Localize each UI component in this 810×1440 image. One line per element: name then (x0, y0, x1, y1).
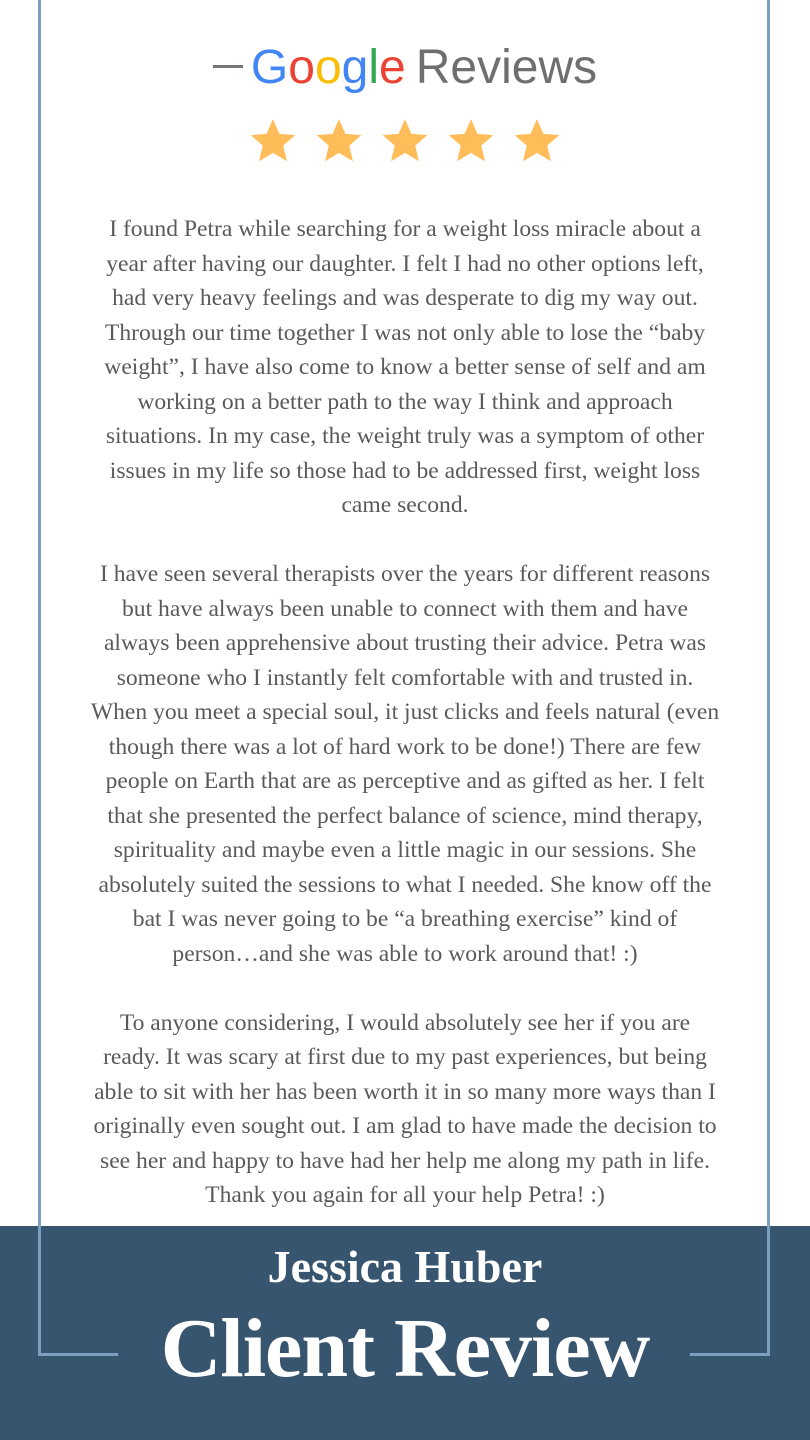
review-line: that she presented the perfect balance of science, mind therapy, (107, 802, 703, 829)
review-line: bat I was never going to be “a breathing exercise” kind of (132, 906, 678, 932)
review-text (0, 212, 810, 1247)
star-icon (313, 116, 365, 166)
review-line: had very heavy feelings and was desperate to dig my way out. (112, 285, 698, 311)
review-paragraph (0, 557, 810, 971)
review-line: originally even sought out. I am glad to have made the decision to (93, 1113, 717, 1139)
logo-letter: o (288, 41, 315, 94)
reviewer-name: Jessica Huber (267, 1241, 543, 1292)
star-icon (445, 116, 497, 166)
review-line: spirituality and maybe even a little magic in our sessions. She (113, 837, 697, 863)
review-line: people on Earth that are as perceptive and as gifted as her. I felt (105, 768, 705, 794)
review-line: ready. It was scary at first due to my past experiences, but being (103, 1044, 707, 1070)
review-line: came second. (341, 492, 469, 518)
dash-icon (213, 65, 243, 68)
star-icon (511, 116, 563, 166)
logo-letter: g (341, 41, 369, 94)
review-line: To anyone considering, I would absolutely see her if you are (119, 1009, 691, 1036)
review-line: year after having our daughter. I felt I had no other options left, (106, 250, 704, 277)
review-line: person…and she was able to work around that! :) (172, 940, 638, 967)
star-icon (379, 116, 431, 166)
review-line: though there was a lot of hard work to be done!) There are few (108, 733, 702, 760)
frame-border-right (767, 0, 770, 1356)
logo-letter: G (250, 41, 289, 94)
star-icon (247, 116, 299, 166)
review-line: Thank you again for all your help Petra! :) (205, 1182, 605, 1208)
review-line: see her and happy to have had her help me along my path in life. (100, 1147, 710, 1174)
logo-suffix: Reviews (415, 41, 598, 94)
review-line: working on a better path to the way I think and approach (137, 388, 673, 415)
review-line: but have always been unable to connect with them and have (121, 595, 689, 622)
review-line: able to sit with her has been worth it in so many more ways than I (94, 1078, 716, 1105)
logo-letter: o (314, 41, 342, 94)
review-line: I have seen several therapists over the years for different reasons (99, 561, 711, 587)
review-line: Through our time together I was not only able to lose the “baby (104, 319, 706, 346)
review-line: weight”, I have also come to know a better sense of self and am (104, 354, 706, 380)
google-reviews-logo (0, 40, 810, 95)
logo-letter: e (379, 41, 406, 94)
review-line: someone who I instantly felt comfortable with and trusted in. (116, 664, 694, 691)
review-line: issues in my life so those had to be addressed first, weight loss (109, 457, 701, 484)
review-line: I found Petra while searching for a weight loss miracle about a (109, 216, 701, 242)
review-line: When you meet a special soul, it just clicks and feels natural (even (90, 699, 720, 725)
review-line: absolutely suited the sessions to what I needed. She know off the (98, 871, 712, 898)
client-review-title: Client Review (160, 1302, 650, 1395)
logo-letter: l (368, 41, 380, 94)
review-paragraph (0, 212, 810, 523)
frame-border-left (38, 0, 41, 1356)
star-rating (0, 116, 810, 171)
review-paragraph (0, 1006, 810, 1213)
review-line: always been apprehensive about trusting their advice. Petra was (103, 630, 707, 656)
review-line: situations. In my case, the weight truly was a symptom of other (105, 423, 705, 449)
